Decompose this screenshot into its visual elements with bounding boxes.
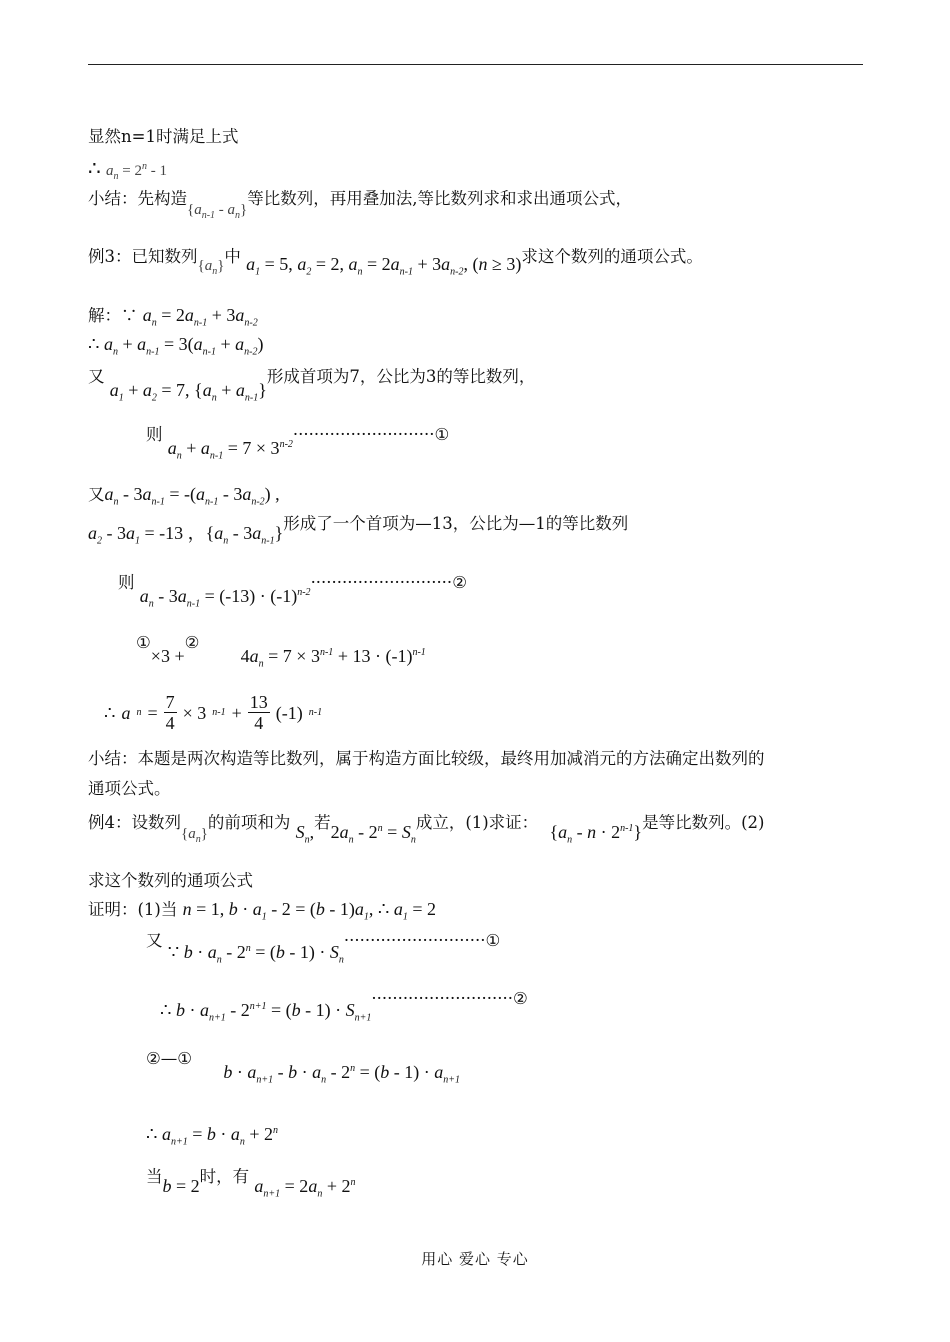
formula-line: 则 $a_n + a_{n-1} = 7$ × $3^{n-2}\cdot\cdot\cdot\cdot\cdot\cdot\cdot\cdot\cdot\cdot\cdot\cdot\cdot\cdot\cdot\cdot\cdot\cdot\cdot\cdot\cdot\cdot\cdot\cdot\cdot\cdot\cdot ①$	[146, 425, 450, 462]
summary-line: 通项公式。	[88, 779, 171, 798]
page-footer: 用心 爱心 专心	[421, 1250, 529, 1268]
summary-line: 小结：本题是两次构造等比数列，属于构造方面比较级，最终用加减消元的方法确定出数列的	[88, 749, 765, 768]
text-line: 显然n=1时满足上式	[88, 127, 239, 146]
formula-line: 又$a_n - 3a_{n-1} = -(a_{n-1} - 3a_{n-2})$ ,	[88, 484, 280, 508]
formula-line: $a_2 - 3a_1 = -13$ ，$\{a_n - 3a_{n-1}\}$形成了一个首项为—13，公比为—1的等比数列	[88, 514, 629, 547]
example-3-line: 例3：已知数列$\{a_n\}$中 $a_1 = 5$, $a_2 = 2$, $a_n = 2a_{n-1} + 3a_{n-2}$, (n ≥ 3)求这个数列的通项公式。	[88, 247, 703, 278]
header-rule	[88, 64, 863, 65]
formula-line: ∴ $a_{n+1} = b \cdot a_n + 2^n$	[146, 1124, 279, 1148]
formula-line: ∴ a n = 7 4 × 3 n-1 + 13 4 (-1) n-1	[104, 692, 323, 733]
formula-line: 当b = 2时，有 $a_{n+1} = 2a_n + 2^n$	[146, 1167, 356, 1200]
formula-line: ∴ $a_n = 2^n - 1$	[88, 156, 167, 182]
formula-line: 则 $a_n - 3a_{n-1} = (-13)$ · $(-1)^{n-2}\cdot\cdot\cdot\cdot\cdot\cdot\cdot\cdot\cdot\cdot\cdot\cdot\cdot\cdot\cdot\cdot\cdot\cdot\cdot\cdot\cdot\cdot\cdot\cdot\cdot\cdot\cdot ②$	[118, 573, 467, 610]
summary-line: 小结：先构造$\{a_{n-1} - a_n\}$等比数列，再用叠加法,等比数列求和求出通项公式，	[88, 189, 632, 221]
formula-line: 又 ∵ $b \cdot a_n - 2^n = (b - 1)$ · $S_n\cdot\cdot\cdot\cdot\cdot\cdot\cdot\cdot\cdot\cdot\cdot\cdot\cdot\cdot\cdot\cdot\cdot\cdot\cdot\cdot\cdot\cdot\cdot\cdot\cdot\cdot\cdot ①$	[146, 931, 501, 966]
proof-line: 证明：(1)当 n = 1, $b \cdot a_1 - 2 = (b - 1)a_1$, ∴ $a_1 = 2$	[88, 899, 437, 923]
formula-line: 又 $a_1 + a_2 = 7$, $\{a_n + a_{n-1}\}$形成首项为7，公比为3的等比数列，	[88, 367, 536, 404]
solution-line: 解：∵ $a_n = 2a_{n-1} + 3a_{n-2}$	[88, 305, 258, 329]
formula-line: ∴ $b \cdot a_{n+1} - 2^{n+1} = (b - 1)$ · $S_{n+1}\cdot\cdot\cdot\cdot\cdot\cdot\cdot\cdot\cdot\cdot\cdot\cdot\cdot\cdot\cdot\cdot\cdot\cdot\cdot\cdot\cdot\cdot\cdot\cdot\cdot\cdot\cdot ②$	[160, 989, 528, 1024]
formula-line: ∴ $a_n + a_{n-1} = 3(a_{n-1} + a_{n-2})$	[88, 334, 264, 358]
formula-line: ②—① $b \cdot a_{n+1} - b \cdot a_n - 2^n = (b - 1) \cdot a_{n+1}$	[146, 1049, 460, 1086]
formula-line: ①×3 +② $4a_n = 7 \times 3^{n-1} + 13 \cdot (-1)^{n-1}$	[136, 633, 426, 670]
text-line: 求这个数列的通项公式	[88, 871, 253, 890]
example-4-line: 例4：设数列$\{a_n\}$的前项和为 $S_n$,若$2a_n - 2^n = S_n$成立，(1)求证： $\{a_n - n \cdot 2^{n-1}\}$是等比数列。(2)	[88, 813, 765, 846]
